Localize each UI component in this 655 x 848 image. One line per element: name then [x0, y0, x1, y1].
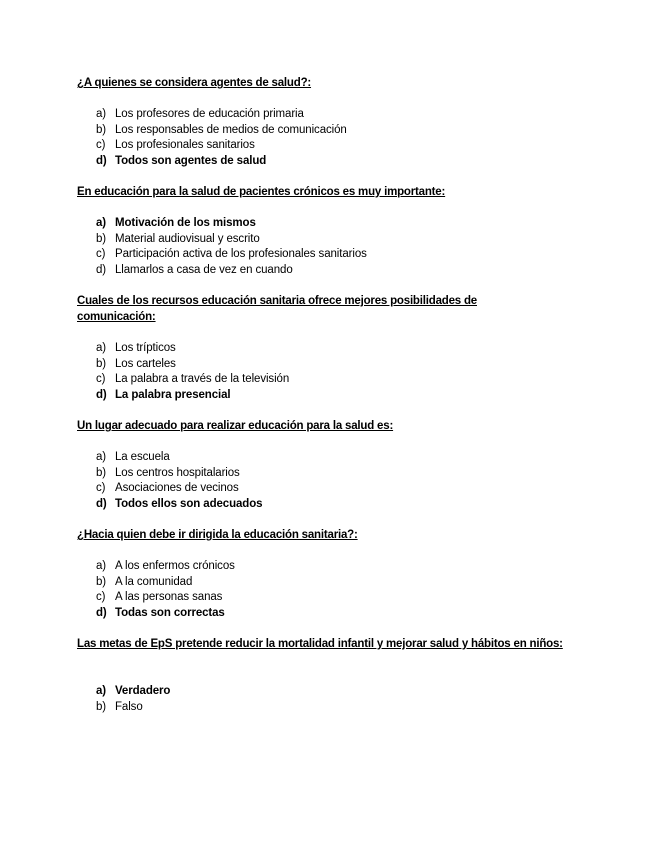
option-letter: a)	[96, 685, 107, 697]
option-letter: b)	[96, 232, 107, 245]
option-text: Los profesionales sanitarios	[115, 139, 255, 152]
option-letter: b)	[96, 575, 107, 588]
option-letter: d)	[96, 606, 107, 619]
option-letter: c)	[96, 591, 106, 604]
option-letter: d)	[96, 263, 107, 276]
option-text: Motivación de los mismos	[115, 217, 256, 229]
answer-option	[96, 466, 262, 482]
answer-option	[96, 481, 262, 497]
option-text: Los centros hospitalarios	[115, 466, 240, 479]
answer-option-correct	[96, 388, 289, 404]
answer-option	[96, 123, 347, 139]
answer-option	[96, 138, 347, 154]
answer-option-correct	[96, 154, 347, 170]
answer-list	[96, 559, 235, 621]
option-letter: d)	[96, 388, 107, 401]
option-letter: c)	[96, 139, 106, 152]
answer-option	[96, 450, 262, 466]
option-text: Todas son correctas	[115, 606, 225, 619]
question-title: ¿Hacia quien debe ir dirigida la educación sanitaria?:	[77, 529, 358, 541]
answer-list	[96, 684, 170, 715]
answer-list	[96, 107, 347, 169]
option-text: Todos ellos son adecuados	[115, 497, 263, 510]
option-text: Los profesores de educación primaria	[115, 108, 304, 120]
answer-option	[96, 559, 235, 575]
answer-option	[96, 700, 170, 716]
question-title: Las metas de EpS pretende reducir la mortalidad infantil y mejorar salud y hábitos en niños:	[77, 638, 563, 650]
option-letter: b)	[96, 466, 107, 479]
answer-option	[96, 263, 367, 279]
option-text: Todos son agentes de salud	[115, 154, 267, 167]
option-letter: b)	[96, 700, 107, 713]
answer-option	[96, 590, 235, 606]
answer-list	[96, 450, 262, 512]
answer-option	[96, 341, 289, 357]
answer-option	[96, 232, 367, 248]
option-letter: d)	[96, 154, 107, 167]
option-text: Verdadero	[115, 685, 171, 697]
answer-option	[96, 372, 289, 388]
question-title: Un lugar adecuado para realizar educación para la salud es:	[77, 420, 394, 432]
option-text: Participación activa de los profesionales sanitarios	[115, 248, 367, 261]
question-title: Cuales de los recursos educación sanitaria ofrece mejores posibilidades de comunicación:	[77, 295, 477, 323]
option-letter: c)	[96, 248, 106, 261]
option-letter: a)	[96, 108, 107, 120]
answer-list	[96, 216, 367, 278]
question-title: ¿A quienes se considera agentes de salud?:	[77, 77, 312, 89]
option-text: La palabra presencial	[115, 388, 231, 401]
option-text: Falso	[115, 700, 143, 713]
answer-option-correct	[96, 216, 367, 232]
answer-option-correct	[96, 497, 262, 513]
option-text: Asociaciones de vecinos	[115, 482, 239, 495]
option-letter: d)	[96, 497, 107, 510]
option-letter: a)	[96, 342, 107, 354]
option-letter: a)	[96, 217, 107, 229]
option-text: Los responsables de medios de comunicación	[115, 123, 347, 136]
option-text: La palabra a través de la televisión	[115, 373, 290, 386]
answer-option	[96, 575, 235, 591]
answer-option-correct	[96, 606, 235, 622]
option-letter: b)	[96, 357, 107, 370]
option-letter: b)	[96, 123, 107, 136]
option-letter: a)	[96, 560, 107, 572]
option-letter: c)	[96, 482, 106, 495]
option-text: Los trípticos	[115, 342, 176, 354]
answer-option	[96, 107, 347, 123]
option-text: A la comunidad	[115, 575, 193, 588]
option-text: La escuela	[115, 451, 170, 463]
option-letter: c)	[96, 373, 106, 386]
answer-option	[96, 247, 367, 263]
option-letter: a)	[96, 451, 107, 463]
answer-option-correct	[96, 684, 170, 700]
option-text: Material audiovisual y escrito	[115, 232, 260, 245]
question-title: En educación para la salud de pacientes crónicos es muy importante:	[77, 186, 446, 198]
answer-list	[96, 341, 289, 403]
option-text: A las personas sanas	[115, 591, 223, 604]
option-text: A los enfermos crónicos	[115, 560, 235, 572]
option-text: Llamarlos a casa de vez en cuando	[115, 263, 293, 276]
option-text: Los carteles	[115, 357, 176, 370]
answer-option	[96, 357, 289, 373]
